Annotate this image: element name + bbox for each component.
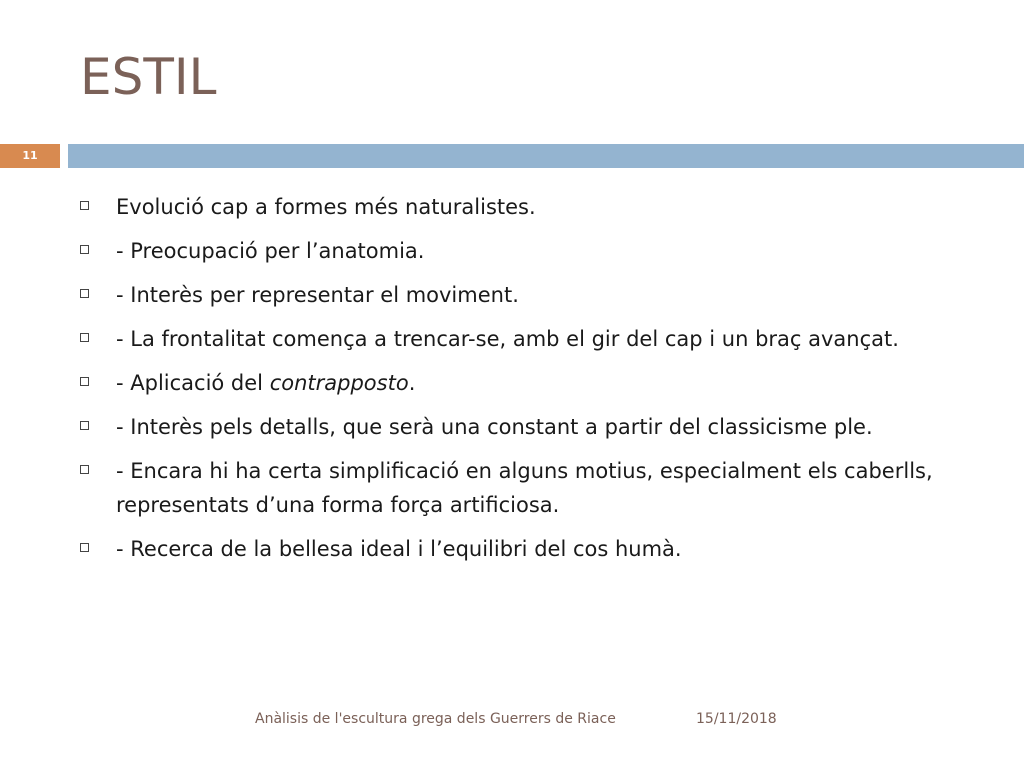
bullet-item (78, 234, 978, 268)
bullet-text-suffix: . (408, 371, 416, 395)
bullet-text: - Interès pels detalls, que serà una constant a partir del classicisme ple. (116, 415, 873, 439)
footer-title: Anàlisis de l'escultura grega dels Guerrers de Riace (255, 711, 616, 727)
slide-title: ESTIL (80, 48, 217, 106)
bullet-item (78, 278, 978, 312)
bullet-text: Evolució cap a formes més naturalistes. (116, 195, 536, 219)
bullet-text-prefix: - Aplicació del (116, 371, 270, 395)
square-bullet-icon (80, 201, 89, 210)
bullet-item (78, 454, 978, 522)
square-bullet-icon (80, 289, 89, 298)
square-bullet-icon (80, 465, 89, 474)
bullet-text: - Preocupació per l’anatomia. (116, 239, 425, 263)
bullet-item (78, 366, 978, 400)
square-bullet-icon (80, 421, 89, 430)
bullet-list (78, 190, 978, 576)
title-divider-bar (68, 144, 1024, 168)
footer (0, 711, 1024, 733)
bullet-item (78, 322, 978, 356)
square-bullet-icon (80, 245, 89, 254)
bullet-text: - La frontalitat comença a trencar-se, amb el gir del cap i un braç avançat. (116, 327, 899, 351)
bullet-item (78, 532, 978, 566)
bullet-item (78, 410, 978, 444)
square-bullet-icon (80, 333, 89, 342)
bullet-text: - Encara hi ha certa simplificació en alguns motius, especialment els caberlls, representats d’una forma força artificiosa. (116, 459, 933, 517)
bullet-text-emphasis: contrapposto (269, 371, 409, 395)
square-bullet-icon (80, 377, 89, 386)
footer-date: 15/11/2018 (696, 711, 777, 727)
bullet-item (78, 190, 978, 224)
bullet-text: - Interès per representar el moviment. (116, 283, 519, 307)
slide-number-badge: 11 (0, 144, 60, 168)
bullet-text: - Recerca de la bellesa ideal i l’equilibri del cos humà. (116, 537, 682, 561)
square-bullet-icon (80, 543, 89, 552)
